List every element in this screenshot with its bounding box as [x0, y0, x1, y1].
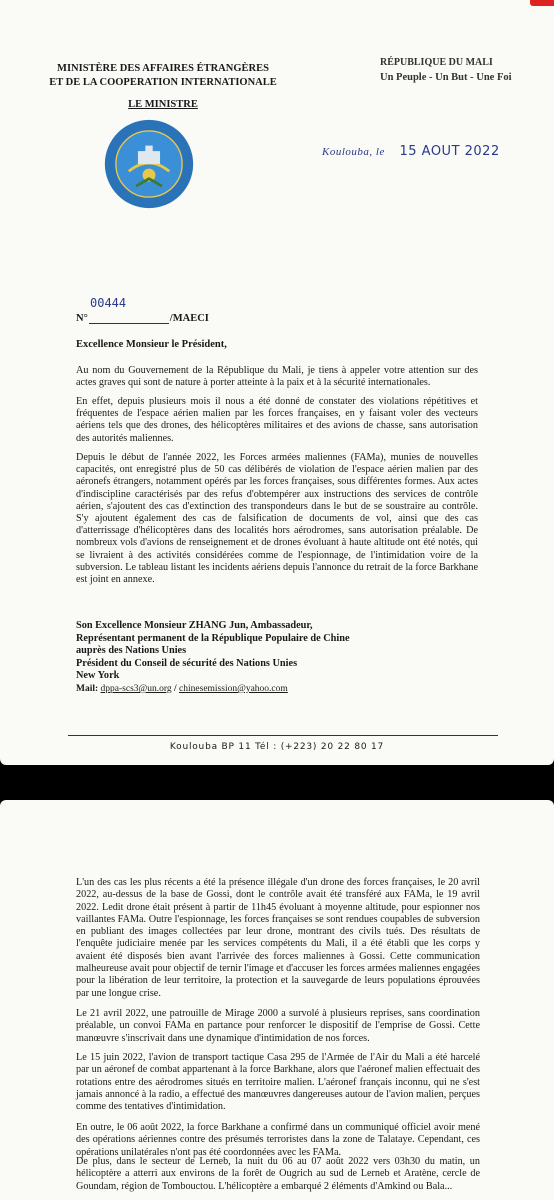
- place: Koulouba, le: [322, 146, 385, 158]
- paragraph: L'un des cas les plus récents a été la présence illégale d'un drone des forces françaises, le 20 avril 2022, au-dessus de la base de Gossi, dont le contrôle avait été transféré aux FAMa, le 19 avril 2022. Ledit drone était présent à partir de 11h45 évoluant à moyenne altitude, pour espionner nos vaillantes FAMa. Outre l'espionnage, les forces françaises se sont rendues coupables de subversion en publiant des images collectées par leur drone, montrant des civils tués. Des résultats de l'enquête judiciaire menée par les services compétents du Mali, il a été établi que les corps y avaient été disposés bien avant l'arrivée des forces maliennes à Gossi. Cette communication malheureuse avait pour objectif de ternir l'image et d'accuser les forces armées maliennes engagées pour la libération de leur territoire, la protection et la sauvegarde de leurs populations éprouvées par une longue crise.: [76, 877, 480, 999]
- mali-seal-icon: [103, 118, 195, 210]
- addressee-line: Président du Conseil de sécurité des Nations Unies: [76, 657, 298, 669]
- addressee-line: auprès des Nations Unies: [76, 645, 187, 657]
- red-corner-mark: [530, 0, 554, 6]
- republic-header: [380, 55, 520, 85]
- paragraph: En outre, le 06 août 2022, la force Barkhane a confirmé dans un communiqué officiel avoir mené des opérations aériennes contre des présumés terroristes dans la zone de Talataye. Cependant, ces opérations unilatérales n'ont pas été coordonnées avec les FAMa.: [76, 1122, 480, 1158]
- ministry-header: [38, 62, 288, 112]
- republic-name: RÉPUBLIQUE DU MALI: [380, 57, 493, 68]
- reference-number: 00444: [90, 296, 127, 310]
- addressee-line: Son Excellence Monsieur ZHANG Jun, Ambassadeur,: [76, 620, 313, 631]
- mail-line: [76, 683, 496, 696]
- national-motto: Un Peuple - Un But - Une Foi: [380, 72, 512, 83]
- paragraph: En effet, depuis plusieurs mois il nous a été donné de constater des violations répétitives et fréquentes de l'espace aérien malien par les forces françaises, en y faisant voler des vecteurs aériens tels que des drones, des hélicoptères militaires et des avions de chasse, sans autorisation des autorités maliennes.: [76, 396, 478, 444]
- footer-divider: [68, 735, 498, 736]
- addressee-block: [76, 620, 496, 696]
- ministry-line-2: ET DE LA COOPERATION INTERNATIONALE: [49, 77, 277, 88]
- reference-line: [76, 313, 209, 324]
- letter-page-2: [0, 800, 554, 1200]
- date-stamp: 15 AOUT 2022: [399, 144, 500, 159]
- paragraph: Au nom du Gouvernement de la République du Mali, je tiens à appeler votre attention sur des actes graves qui sont de nature à porter atteinte à la paix et à la sécurité internationales.: [76, 365, 478, 389]
- salutation: Excellence Monsieur le Président,: [76, 339, 227, 350]
- minister-title: LE MINISTRE: [128, 99, 198, 110]
- paragraph: Le 15 juin 2022, l'avion de transport tactique Casa 295 de l'Armée de l'Air du Mali a été harcelé par un aéronef de combat appartenant à la force Barkhane, alors que l'aéronef malien effectuait des rotations entre des aérodromes situés en territoire malien. L'aéronef français inconnu, qui ne s'est jamais annoncé à la radio, a effectué des manœuvres dangereuses autour de l'avion malien, perçues comme des tentatives d'intimidation.: [76, 1052, 480, 1113]
- email-link-chinesemission[interactable]: chinesemission@yahoo.com: [179, 683, 288, 694]
- reference-prefix: N°: [76, 313, 88, 324]
- reference-blank: [89, 323, 169, 324]
- ministry-line-1: MINISTÈRE DES AFFAIRES ÉTRANGÈRES: [57, 63, 269, 74]
- reference-suffix: /MAECI: [169, 313, 209, 324]
- footer-address: Koulouba BP 11 Tél : (+223) 20 22 80 17: [169, 742, 385, 752]
- paragraph: Le 21 avril 2022, une patrouille de Mirage 2000 a survolé à plusieurs reprises, sans coordination préalable, un convoi FAMa en partance pour renforcer le dispositif de l'emprise de Gossi. Cette manœuvre s'inscrivait dans une dynamique d'intimidation de nos forces.: [76, 1008, 480, 1044]
- addressee-line: New York: [76, 670, 120, 682]
- place-and-date: [322, 144, 500, 159]
- email-link-dppa[interactable]: dppa-scs3@un.org: [100, 683, 172, 694]
- paragraph: Depuis le début de l'année 2022, les Forces armées maliennes (FAMa), munies de nouvelles capacités, ont enregistré plus de 50 cas délibérés de violation de l'espace aérien malien par des aéronefs étrangers, notamment opérés par les forces françaises, sous différentes formes. Aux actes d'indiscipline caractérisés par des refus d'obtempérer aux instructions des services de contrôle aérien, s'ajoutent des cas d'extinction des transpondeurs dans le but de se soustraire au contrôle. S'y ajoutent également des cas de falsification de documents de vol, ainsi que des cas d'atterrissage d'hélicoptères dans des localités hors aérodromes, sans autorisation préalable. De nombreux vols d'avions de renseignement et de drones évoluant à haute altitude ont été notés, qui se livraient à des activités considérées comme de l'espionnage, de l'intimidation voire de la subversion. Le tableau listant les incidents aériens depuis l'annonce du retrait de la force Barkhane est joint en annexe.: [76, 452, 478, 586]
- paragraph: De plus, dans le secteur de Lerneb, la nuit du 06 au 07 août 2022 vers 03h30 du matin, un hélicoptère a atterri aux environs de la forêt de Ougrich au sud de Lerneb et Aratène, cercle de Goundam, région de Tombouctou. L'hélicoptère a embarqué 2 éléments d'Amkind ou Bala...: [76, 1156, 480, 1192]
- addressee-line: Représentant permanent de la République Populaire de Chine: [76, 632, 350, 644]
- mail-label: Mail:: [76, 683, 99, 694]
- email-separator: /: [174, 683, 177, 694]
